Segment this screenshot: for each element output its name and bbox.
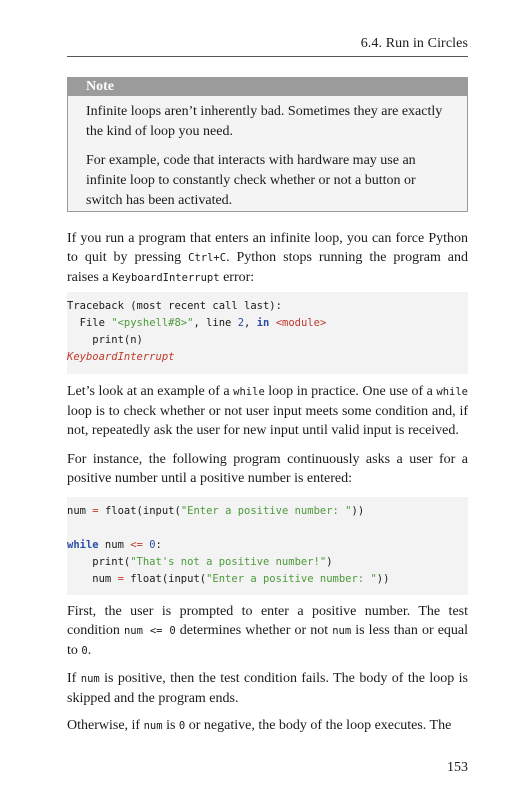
code-line [67,332,468,349]
code-keyword: in [256,317,270,329]
note-paragraph-2: For example, code that interacts with hardware may use an infinite loop to constantly check whether or not a button or switch has been activated. [86,153,416,208]
code-operator: <= [130,539,143,551]
paragraph-text: . [87,643,92,658]
page-number: 153 [447,760,468,775]
inline-code-zero: 0 [81,645,88,657]
paragraph-text: If you run a program that enters an infinite loop, you can force Python to quit by pressing [67,231,468,265]
inline-code-zero: 0 [178,720,186,732]
paragraph-text: . Python stops running the program and raises a [67,250,468,285]
paragraph-text: determines whether or not [175,623,333,638]
code-text: float(input( [98,505,181,517]
paragraph-text: is [162,718,179,733]
note-title: Note [68,78,467,96]
inline-code-num: num [80,673,100,685]
code-operator: = [92,505,99,517]
inline-code-while: while [436,386,468,398]
code-line [67,298,468,315]
code-number: 0 [142,539,156,551]
paragraph-positive [67,669,468,708]
paragraph-while-example [67,382,468,440]
code-text: )) [351,505,365,517]
code-text: , [244,317,257,329]
code-error: KeyboardInterrupt [67,351,175,363]
paragraph-text: If [67,671,81,686]
code-text: Traceback (most recent call last): [67,300,282,312]
code-text: , line [193,317,238,329]
code-string: "<pyshell#8>" [111,317,194,329]
code-line [67,537,468,554]
code-line [67,315,468,332]
paragraph-infinite-loop [67,229,468,288]
code-text: num [98,539,131,551]
paragraph-text: Let’s look at an example of a [67,384,234,399]
code-line [67,571,468,588]
code-module: <module> [275,317,327,329]
code-text: num [67,505,93,517]
code-text: num [67,573,118,585]
paragraph-text: Otherwise, if [67,718,144,733]
code-text: )) [376,573,390,585]
note-paragraph-1: Infinite loops aren’t inherently bad. Sometimes they are exactly the kind of loop you need. [86,104,443,139]
traceback-code-block [67,292,468,374]
code-blank-line [67,520,468,537]
paragraph-text: is positive, then the test condition fails. The body of the loop is skipped and the program ends. [67,671,468,706]
header-rule [67,56,468,57]
code-line [67,503,468,520]
paragraph-text: loop is to check whether or not user input meets some condition and, if not, repeatedly ask the user for new input until valid input is received. [67,404,468,438]
program-code-block [67,497,468,595]
inline-code-ctrl-c: Ctrl+C [188,252,227,264]
code-text: ) [326,556,333,568]
paragraph-text: or negative, the body of the loop executes. The [185,718,452,733]
code-line [67,554,468,571]
inline-code-num: num [332,625,352,637]
code-keyword: while [67,539,99,551]
code-text: float(input( [123,573,207,585]
code-string: "That's not a positive number!" [130,556,327,568]
paragraph-otherwise [67,716,468,736]
code-text: print(n) [67,334,143,346]
paragraph-text: First, the user is prompted to enter a positive number. The test condition [67,604,468,638]
inline-code-num: num [143,720,163,732]
running-head: 6.4. Run in Circles [360,36,468,51]
code-text: : [155,539,162,551]
code-text: print( [67,556,131,568]
inline-code-condition: num <= 0 [123,625,176,637]
note-body [68,96,467,211]
inline-code-keyboardinterrupt: KeyboardInterrupt [112,272,220,284]
paragraph-test-condition [67,602,468,661]
code-string: "Enter a positive number: " [180,505,352,517]
code-operator: = [117,573,124,585]
paragraph-text: loop in practice. One use of a [264,384,437,399]
code-text: File [67,317,112,329]
code-number: 2 [237,317,245,329]
paragraph-instance: For instance, the following program continuously asks a user for a positive number until a positive number is entered: [67,452,468,486]
paragraph-text: error: [219,270,255,285]
note-box [67,77,468,212]
inline-code-while: while [233,386,265,398]
code-string: "Enter a positive number: " [206,573,377,585]
paragraph-text: is less than or equal to [67,623,469,658]
code-line [67,349,468,366]
